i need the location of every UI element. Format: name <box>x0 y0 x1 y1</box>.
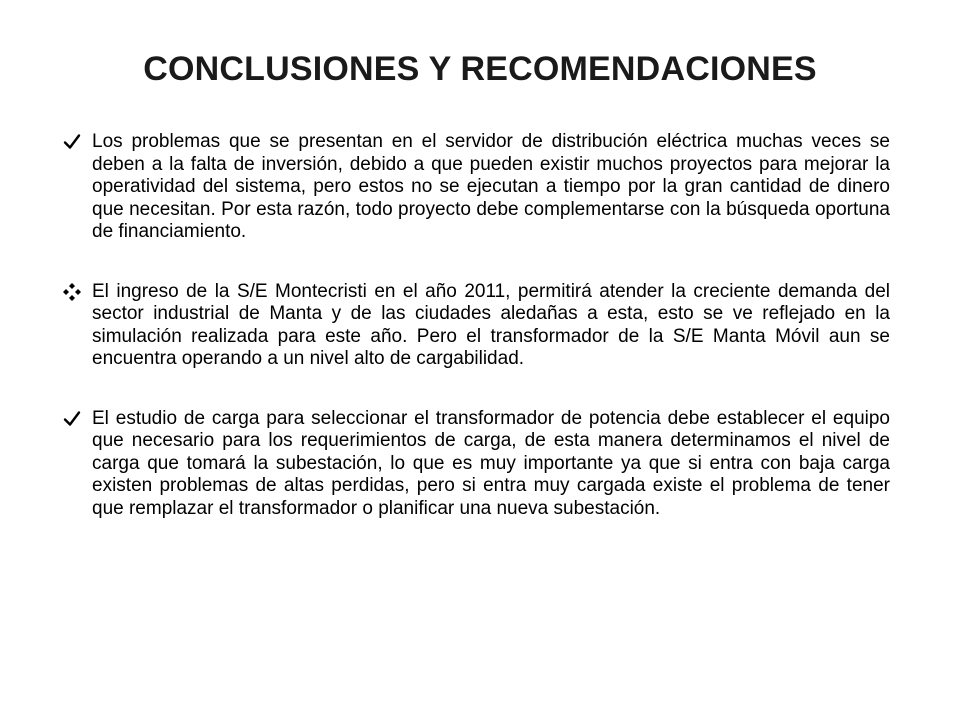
checkmark-icon <box>62 409 82 429</box>
bullet-item <box>62 281 890 371</box>
checkmark-icon <box>62 132 82 152</box>
four-diamond-icon <box>62 282 82 302</box>
bullet-text: El ingreso de la S/E Montecristi en el año 2011, permitirá atender la creciente demanda del sector industrial de Manta y de las ciudades aledañas a esta, esto se ve reflejado en la simulación realizada para este año. Pero el transformador de la S/E Manta Móvil aun se encuentra operando a un nivel alto de cargabilidad. <box>92 280 890 369</box>
bullet-text: El estudio de carga para seleccionar el transformador de potencia debe establecer el equipo que necesario para los requerimientos de carga, de esta manera determinamos el nivel de carga que tomará la subestación, lo que es muy importante ya que si entra con baja carga existen problemas de altas perdidas, pero si entra muy cargada existe el problema de tener que remplazar el transformador o planificar una nueva subestación. <box>92 407 890 519</box>
bullet-item <box>62 131 890 244</box>
slide-title: CONCLUSIONES Y RECOMENDACIONES <box>143 50 817 88</box>
bullet-text: Los problemas que se presentan en el servidor de distribución eléctrica muchas veces se deben a la falta de inversión, debido a que pueden existir muchos proyectos para mejorar la operatividad del sistema, pero estos no se ejecutan a tiempo por la gran cantidad de dinero que necesitan. Por esta razón, todo proyecto debe complementarse con la búsqueda oportuna de financiamiento. <box>92 131 890 242</box>
bullet-item <box>62 408 890 521</box>
bullet-list <box>62 131 890 520</box>
